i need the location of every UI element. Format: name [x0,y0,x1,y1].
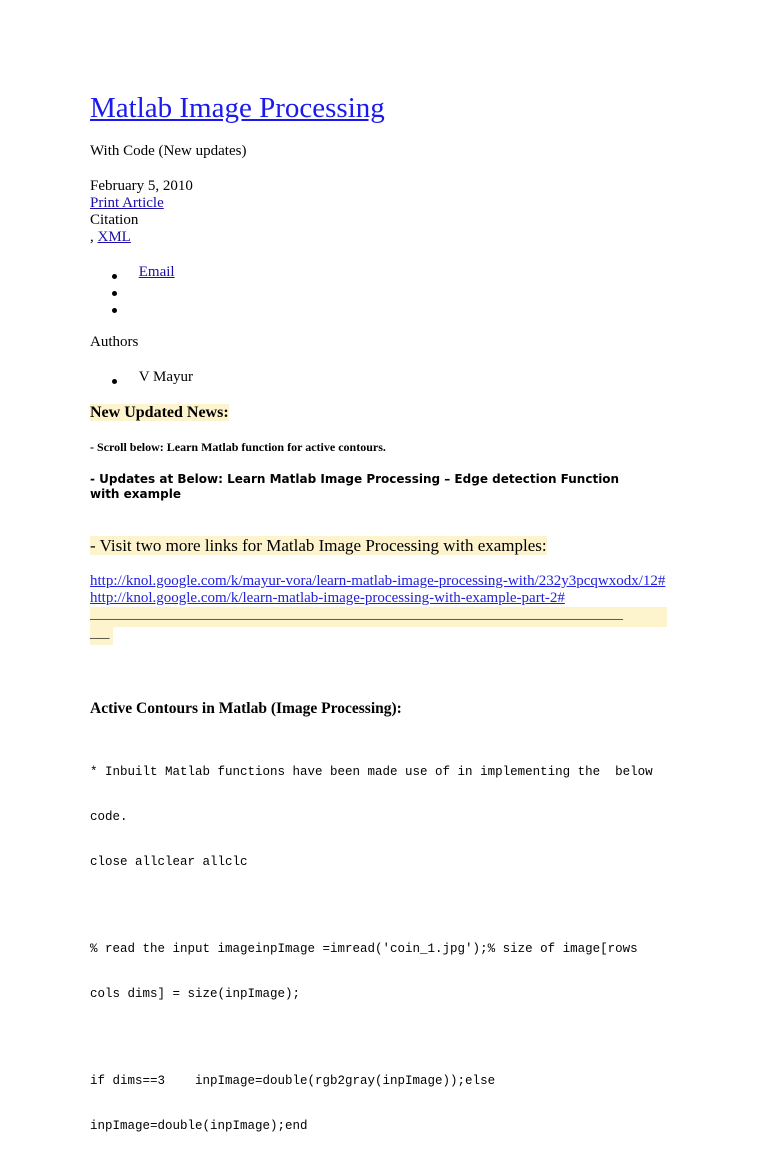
code-line: inpImage=double(inpImage);end [90,1119,308,1133]
bullet-icon [112,373,120,381]
article-date: February 5, 2010 [90,178,193,194]
news-heading: New Updated News: [90,404,229,421]
bullet-icon [112,285,120,293]
bullet-icon [112,302,120,310]
citation-label: Citation [90,212,139,228]
external-link-1[interactable]: http://knol.google.com/k/mayur-vora/learn-matlab-image-processing-with/232y3pcqwxodx/12# [90,573,666,589]
xml-link[interactable]: XML [97,229,131,245]
share-item-3 [112,298,120,315]
external-link-2[interactable]: http://knol.google.com/k/learn-matlab-image-processing-with-example-part-2# [90,590,565,606]
code-block [90,735,653,1149]
bullet-icon [112,268,120,276]
section-heading: Active Contours in Matlab (Image Processing): [90,700,402,717]
code-line [90,1032,653,1044]
citation-formats [90,229,131,246]
code-line: * Inbuilt Matlab functions have been made use of in implementing the below [90,765,653,779]
print-article-link[interactable]: Print Article [90,195,164,211]
email-link[interactable]: Email [138,264,175,280]
page-title [90,90,385,126]
external-link-1-wrap [90,573,665,590]
code-line: % read the input imageinpImage =imread('coin_1.jpg');% size of image[rows [90,942,638,956]
citation-separator: , [90,229,94,245]
print-article-link-wrap [90,195,164,212]
authors-heading: Authors [90,334,139,350]
separator-rule-2: ___ [90,627,113,645]
code-line: if dims==3 inpImage=double(rgb2gray(inpImage));else [90,1074,496,1088]
visit-links-note: - Visit two more links for Matlab Image Processing with examples: [90,536,547,555]
code-line: cols dims] = size(inpImage); [90,987,301,1001]
news-line-updates: - Updates at Below: Learn Matlab Image Processing – Edge detection Function with example [90,472,620,501]
external-link-2-wrap [90,590,565,607]
title-link[interactable]: Matlab Image Processing [90,92,385,124]
share-item-2 [112,281,120,298]
separator-rule-1: __________________________________________________________________________________ [90,607,667,627]
share-item-email [112,264,175,281]
code-line: code. [90,810,128,824]
author-item [112,369,193,386]
news-line-scroll: - Scroll below: Learn Matlab function for active contours. [90,440,386,454]
author-name: V Mayur [138,369,194,385]
code-line [90,900,653,912]
code-line: close allclear allclc [90,855,248,869]
subtitle: With Code (New updates) [90,143,247,159]
